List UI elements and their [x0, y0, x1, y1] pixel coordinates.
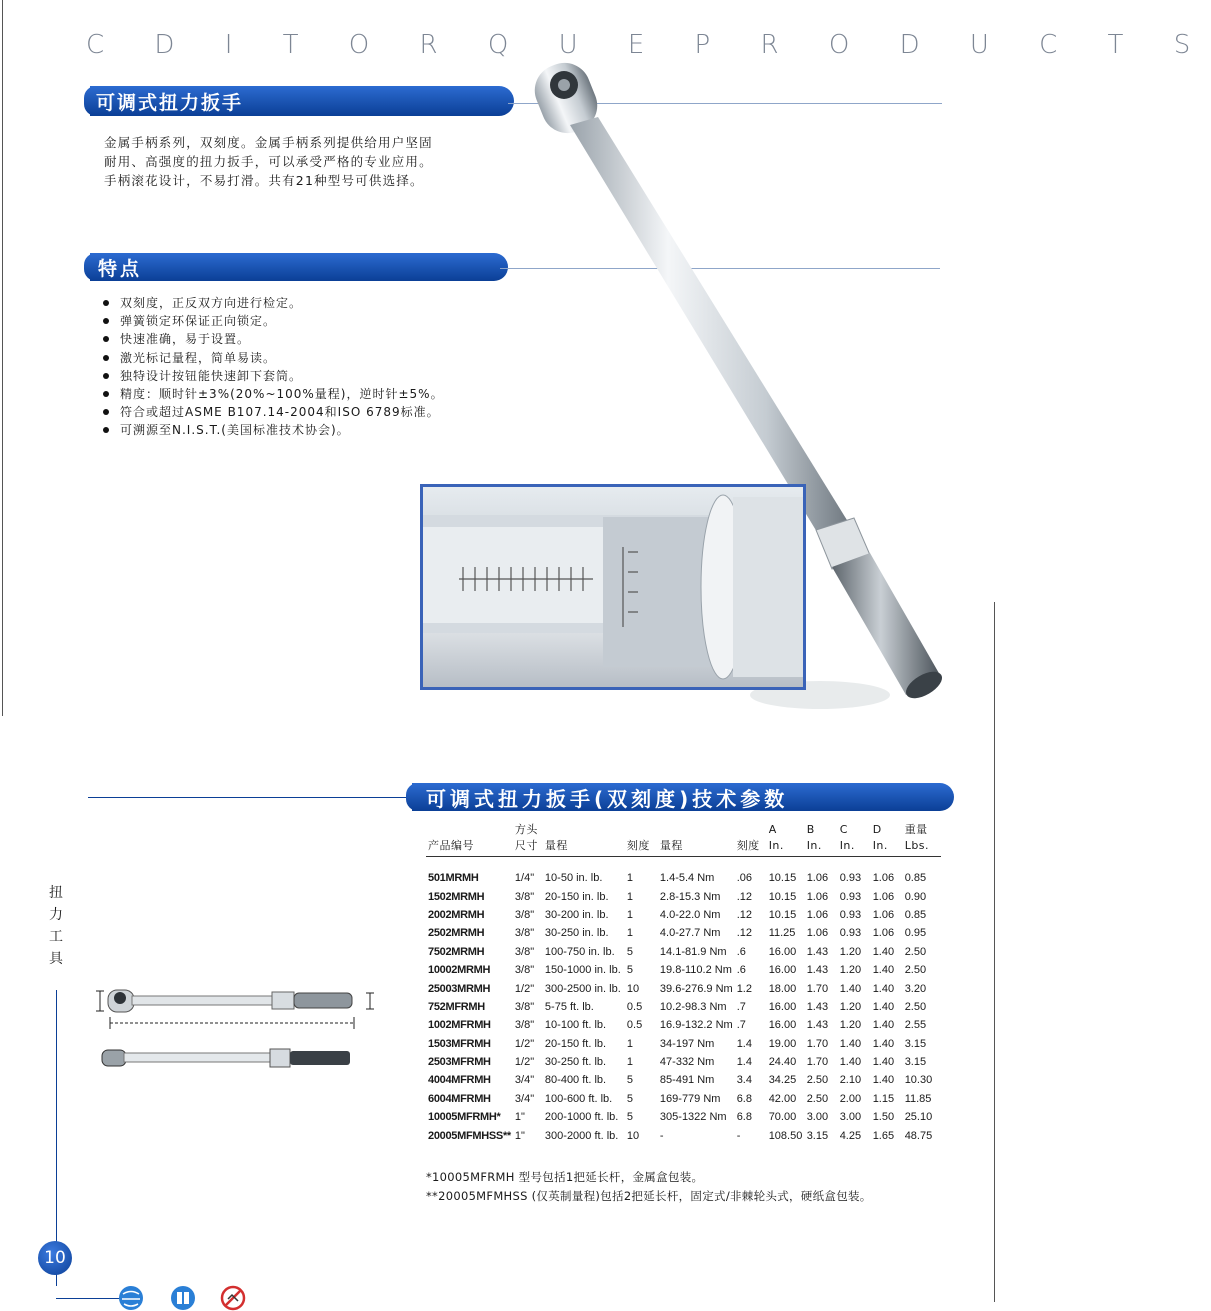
table-header: D — [872, 823, 882, 836]
table-cell: 1502MRMH — [428, 890, 485, 903]
table-header: A — [768, 823, 777, 836]
globe-icon — [118, 1285, 144, 1311]
table-row — [426, 906, 941, 924]
table-cell: 4.25 — [839, 1129, 862, 1142]
table-cell: 1 — [626, 1056, 634, 1069]
wrench-shaft-small — [132, 996, 272, 1005]
table-cell: 3/4" — [514, 1092, 535, 1105]
table-row — [426, 1108, 941, 1126]
spec-table — [426, 822, 941, 1145]
table-cell: 305-1322 Nm — [659, 1111, 727, 1124]
table-cell: 3/8" — [514, 964, 535, 977]
table-cell: 1.2 — [736, 982, 752, 995]
table-header — [625, 822, 658, 838]
table-cell: 1.06 — [872, 908, 895, 921]
table-header: In. — [767, 838, 805, 857]
table-cell: 1.43 — [806, 1019, 829, 1032]
table-cell: 42.00 — [768, 1092, 797, 1105]
table-cell: 1 — [626, 927, 634, 940]
table-header: 产品编号 — [426, 838, 513, 857]
table-header — [426, 822, 513, 838]
table-cell: 752MFRMH — [428, 1000, 485, 1013]
table-row — [426, 998, 941, 1016]
table-cell: 1.20 — [839, 945, 862, 958]
table-row — [426, 979, 941, 997]
list-item: 符合或超过ASME B107.14-2004和ISO 6789标准。 — [102, 403, 444, 421]
table-cell: 100-600 ft. lb. — [544, 1092, 613, 1105]
table-cell: .7 — [736, 1019, 746, 1032]
frame-line-left-top — [2, 0, 3, 716]
table-cell: - — [736, 1129, 741, 1142]
table-cell: 1.70 — [806, 1056, 829, 1069]
table-cell: 1.4 — [736, 1056, 752, 1069]
table-cell: 19.00 — [768, 1037, 797, 1050]
frame-line-right — [994, 602, 995, 1302]
table-cell: 3/8" — [514, 908, 535, 921]
table-cell: 1.70 — [806, 982, 829, 995]
table-cell: 39.6-276.9 Nm — [659, 982, 733, 995]
table-cell: 1.06 — [872, 890, 895, 903]
table-cell: 108.50 — [768, 1129, 803, 1142]
table-cell: 25003MRMH — [428, 982, 491, 995]
table-cell: 6.8 — [736, 1092, 752, 1105]
table-cell: 1/2" — [514, 1037, 535, 1050]
table-cell: 1.50 — [872, 1111, 895, 1124]
table-cell: 3/8" — [514, 1019, 535, 1032]
footer-line — [56, 1298, 126, 1299]
table-header: Lbs. — [903, 838, 941, 857]
table-cell: 1.06 — [872, 872, 895, 885]
table-cell: 1.06 — [806, 890, 829, 903]
table-cell: 4004MFRMH — [428, 1074, 491, 1087]
table-cell: 1.65 — [872, 1129, 895, 1142]
table-cell: 30-250 in. lb. — [544, 927, 609, 940]
table-cell: 169-779 Nm — [659, 1092, 721, 1105]
table-cell: 5 — [626, 1092, 634, 1105]
table-cell: 1" — [514, 1129, 525, 1142]
table-cell: .12 — [736, 927, 752, 940]
list-item: 独特设计按钮能快速卸下套筒。 — [102, 367, 444, 385]
table-cell: 10-50 in. lb. — [544, 872, 603, 885]
table-cell: 20005MFMHSS** — [428, 1129, 511, 1142]
table-cell: 1.06 — [806, 927, 829, 940]
table-cell: 11.25 — [768, 927, 796, 940]
spec-table-title-label: 可调式扭力扳手(双刻度)技术参数 — [426, 786, 789, 811]
table-cell: 1.20 — [839, 964, 862, 977]
table-cell: 6.8 — [736, 1111, 752, 1124]
table-header: In. — [871, 838, 903, 857]
wrench-head-side — [102, 1050, 126, 1066]
table-cell: 16.9-132.2 Nm — [659, 1019, 733, 1032]
category-character: 扭 — [49, 885, 63, 901]
spec-table-title — [412, 783, 954, 811]
spec-table-body — [426, 857, 941, 1145]
table-cell: 5 — [626, 1074, 634, 1087]
category-character: 具 — [49, 951, 63, 967]
table-cell: 1/2" — [514, 982, 535, 995]
wrench-collar-small — [272, 992, 294, 1009]
table-cell: 1.40 — [872, 1056, 895, 1069]
table-cell: 2.8-15.3 Nm — [659, 890, 721, 903]
table-cell: 10-100 ft. lb. — [544, 1019, 607, 1032]
table-cell: 5-75 ft. lb. — [544, 1000, 594, 1013]
table-cell: 10.30 — [904, 1074, 933, 1087]
table-cell: 300-2000 ft. lb. — [544, 1129, 619, 1142]
table-cell: 70.00 — [768, 1111, 797, 1124]
table-cell: 5 — [626, 1111, 634, 1124]
table-header — [543, 822, 625, 838]
table-cell: 2.50 — [806, 1092, 829, 1105]
table-cell: 14.1-81.9 Nm — [659, 945, 727, 958]
table-cell: 1.40 — [872, 945, 895, 958]
table-cell: 2.10 — [839, 1074, 862, 1087]
table-header: C — [839, 823, 848, 836]
table-cell: 4.0-27.7 Nm — [659, 927, 721, 940]
list-item: 双刻度，正反双方向进行检定。 — [102, 294, 444, 312]
list-item: 激光标记量程，简单易读。 — [102, 349, 444, 367]
table-row — [426, 1071, 941, 1089]
table-header-row — [426, 838, 941, 857]
table-cell: 2002MRMH — [428, 908, 485, 921]
table-header — [735, 822, 767, 838]
table-header — [658, 822, 735, 838]
table-cell: 30-200 in. lb. — [544, 908, 609, 921]
table-cell: 25.10 — [904, 1111, 933, 1124]
table-cell: 1.4-5.4 Nm — [659, 872, 715, 885]
list-item: 快速准确，易于设置。 — [102, 330, 444, 348]
table-header: 尺寸 — [513, 838, 543, 857]
table-cell: .7 — [736, 1000, 746, 1013]
table-cell: 2.50 — [904, 964, 927, 977]
table-cell: 20-150 ft. lb. — [544, 1037, 607, 1050]
table-cell: 3/8" — [514, 927, 535, 940]
category-label — [44, 882, 68, 970]
table-cell: - — [659, 1129, 664, 1142]
table-cell: 3.15 — [806, 1129, 829, 1142]
wrench-collar-side — [270, 1049, 290, 1067]
section-title-adjustable — [90, 86, 514, 116]
table-cell: 1.40 — [839, 1056, 862, 1069]
table-row — [426, 1016, 941, 1034]
table-cell: 1.40 — [839, 982, 862, 995]
table-row — [426, 887, 941, 905]
page-number: 10 — [38, 1241, 72, 1275]
table-row — [426, 1090, 941, 1108]
table-row — [426, 961, 941, 979]
table-cell: 24.40 — [768, 1056, 797, 1069]
table-row — [426, 924, 941, 942]
table-cell: 85-491 Nm — [659, 1074, 715, 1087]
table-cell: 3/8" — [514, 945, 535, 958]
table-header: 刻度 — [625, 838, 658, 857]
table-cell: 1 — [626, 872, 634, 885]
table-cell: 1.20 — [839, 1019, 862, 1032]
wrench-grip-small — [294, 993, 352, 1008]
table-cell: 10.15 — [768, 890, 797, 903]
table-cell: 1.4 — [736, 1037, 752, 1050]
table-cell: 10005MFRMH* — [428, 1111, 501, 1124]
table-cell: 2.55 — [904, 1019, 927, 1032]
table-cell: 16.00 — [768, 1000, 797, 1013]
table-cell: 3.00 — [839, 1111, 862, 1124]
table-cell: 10 — [626, 1129, 640, 1142]
table-cell: 19.8-110.2 Nm — [659, 964, 732, 977]
table-header: 方头 — [514, 823, 538, 836]
table-cell: 1 — [626, 1037, 634, 1050]
category-char — [44, 882, 68, 970]
table-cell: 2502MRMH — [428, 927, 485, 940]
table-header: 刻度 — [735, 838, 767, 857]
list-item: 弹簧锁定环保证正向锁定。 — [102, 312, 444, 330]
table-cell: 1.40 — [872, 964, 895, 977]
table-cell: 1.40 — [872, 1019, 895, 1032]
table-cell: 3.20 — [904, 982, 927, 995]
table-cell: 501MRMH — [428, 872, 479, 885]
table-cell: 1.15 — [872, 1092, 895, 1105]
table-cell: 1.40 — [872, 982, 895, 995]
table-cell: 10.2-98.3 Nm — [659, 1000, 727, 1013]
table-cell: 10002MRMH — [428, 964, 491, 977]
divider-line — [88, 797, 418, 798]
ratchet-cap-small — [114, 992, 126, 1004]
table-cell: 0.5 — [626, 1000, 643, 1013]
brand-title: C D I T O R Q U E P R O D U C T S — [86, 30, 1211, 60]
table-cell: 3.00 — [806, 1111, 829, 1124]
wrench-grip-side — [290, 1051, 350, 1065]
intro-line: 手柄滚花设计，不易打滑。共有21种型号可供选择。 — [104, 173, 424, 188]
table-cell: 34-197 Nm — [659, 1037, 715, 1050]
scale-closeup-drawing — [423, 487, 803, 687]
table-cell: 1.43 — [806, 1000, 829, 1013]
table-cell: 1.43 — [806, 945, 829, 958]
table-cell: 1503MFRMH — [428, 1037, 491, 1050]
table-cell: 47-332 Nm — [659, 1056, 715, 1069]
intro-line: 耐用、高强度的扭力扳手，可以承受严格的专业应用。 — [104, 154, 433, 169]
table-cell: 34.25 — [768, 1074, 797, 1087]
table-cell: 10 — [626, 982, 640, 995]
table-cell: 1 — [626, 890, 634, 903]
table-cell: .6 — [736, 964, 746, 977]
table-cell: 3.15 — [904, 1037, 927, 1050]
table-row — [426, 1126, 941, 1144]
footnote: *10005MFRMH 型号包括1把延长杆，金属盒包装。 — [426, 1170, 704, 1184]
table-cell: 0.90 — [904, 890, 927, 903]
table-cell: 2.50 — [806, 1074, 829, 1087]
table-cell: 0.85 — [904, 908, 927, 921]
table-cell: 1.20 — [839, 1000, 862, 1013]
scale-closeup-image — [420, 484, 806, 690]
category-character: 工 — [49, 929, 63, 945]
table-cell: 0.93 — [839, 927, 862, 940]
list-item: 精度：顺时针±3%(20%~100%量程)，逆时针±5%。 — [102, 385, 444, 403]
table-cell: 5 — [626, 945, 634, 958]
table-cell: 0.93 — [839, 872, 862, 885]
table-cell: 1/4" — [514, 872, 535, 885]
table-header: B — [806, 823, 815, 836]
table-cell: 80-400 ft. lb. — [544, 1074, 607, 1087]
table-cell: 150-1000 in. lb. — [544, 964, 621, 977]
table-cell: 1 — [626, 908, 634, 921]
section-title-features-label: 特点 — [98, 257, 143, 280]
wrench-shaft — [570, 117, 850, 537]
table-cell: 11.85 — [904, 1092, 932, 1105]
footnote: **20005MFMHSS (仅英制量程)包括2把延长杆，固定式/非棘轮头式，硬纸盒包装。 — [426, 1189, 872, 1203]
no-entry-icon — [220, 1285, 246, 1311]
table-cell: 16.00 — [768, 964, 797, 977]
table-cell: 2.00 — [839, 1092, 862, 1105]
table-header-row — [426, 822, 941, 838]
wrench-grip — [832, 553, 940, 695]
table-cell: 0.5 — [626, 1019, 643, 1032]
table-cell: 0.93 — [839, 890, 862, 903]
table-cell: 16.00 — [768, 945, 797, 958]
table-cell: 1/2" — [514, 1056, 535, 1069]
table-cell: 48.75 — [904, 1129, 933, 1142]
table-cell: 0.95 — [904, 927, 927, 940]
table-header: In. — [805, 838, 838, 857]
table-cell: 3/4" — [514, 1074, 535, 1087]
table-cell: 2.50 — [904, 1000, 927, 1013]
table-cell: 300-2500 in. lb. — [544, 982, 621, 995]
table-cell: 1.40 — [872, 1037, 895, 1050]
table-cell: 30-250 ft. lb. — [544, 1056, 607, 1069]
table-cell: 1.40 — [872, 1074, 895, 1087]
table-cell: 1002MFRMH — [428, 1019, 491, 1032]
table-cell: 1.70 — [806, 1037, 829, 1050]
wrench-shaft-side — [124, 1053, 274, 1062]
table-cell: 10.15 — [768, 908, 797, 921]
table-cell: 18.00 — [768, 982, 797, 995]
table-cell: 100-750 in. lb. — [544, 945, 615, 958]
table-header: In. — [838, 838, 871, 857]
table-row — [426, 943, 941, 961]
wrench-side-drawing — [92, 1042, 362, 1076]
table-cell: 1.06 — [872, 927, 895, 940]
table-cell: 20-150 in. lb. — [544, 890, 609, 903]
table-cell: 0.85 — [904, 872, 927, 885]
table-cell: 10.15 — [768, 872, 797, 885]
table-cell: 3.4 — [736, 1074, 752, 1087]
table-cell: 0.93 — [839, 908, 862, 921]
table-cell: 1.40 — [839, 1037, 862, 1050]
table-cell: .6 — [736, 945, 746, 958]
footnotes — [426, 1168, 872, 1206]
section-title-features — [90, 253, 508, 281]
list-item: 可溯源至N.I.S.T.(美国标准技术协会)。 — [102, 421, 444, 439]
table-cell: 4.0-22.0 Nm — [659, 908, 721, 921]
table-header: 重量 — [904, 823, 928, 836]
table-cell: 2503MFRMH — [428, 1056, 491, 1069]
section-title-adjustable-label: 可调式扭力扳手 — [96, 91, 244, 114]
table-cell: .12 — [736, 908, 752, 921]
table-cell: 1.06 — [806, 908, 829, 921]
table-cell: 200-1000 ft. lb. — [544, 1111, 619, 1124]
table-cell: 1.43 — [806, 964, 829, 977]
table-row — [426, 1053, 941, 1071]
table-row — [426, 857, 941, 888]
table-row — [426, 1035, 941, 1053]
table-cell: 7502MRMH — [428, 945, 485, 958]
table-header: 量程 — [543, 838, 625, 857]
intro-line: 金属手柄系列，双刻度。金属手柄系列提供给用户坚固 — [104, 135, 433, 150]
intro-text — [104, 133, 484, 190]
table-cell: .12 — [736, 890, 752, 903]
table-cell: 1.40 — [872, 1000, 895, 1013]
table-cell: .06 — [736, 872, 752, 885]
category-character: 力 — [49, 907, 63, 923]
ratchet-button — [558, 79, 570, 91]
table-cell: 16.00 — [768, 1019, 797, 1032]
table-cell: 2.50 — [904, 945, 927, 958]
table-cell: 3/8" — [514, 890, 535, 903]
table-cell: 1.06 — [806, 872, 829, 885]
book-icon — [170, 1285, 196, 1311]
table-cell: 3.15 — [904, 1056, 927, 1069]
table-cell: 5 — [626, 964, 634, 977]
table-cell: 6004MFRMH — [428, 1092, 491, 1105]
table-cell: 3/8" — [514, 1000, 535, 1013]
table-header: 量程 — [658, 838, 735, 857]
table-cell: 1" — [514, 1111, 525, 1124]
feature-list — [102, 294, 444, 440]
